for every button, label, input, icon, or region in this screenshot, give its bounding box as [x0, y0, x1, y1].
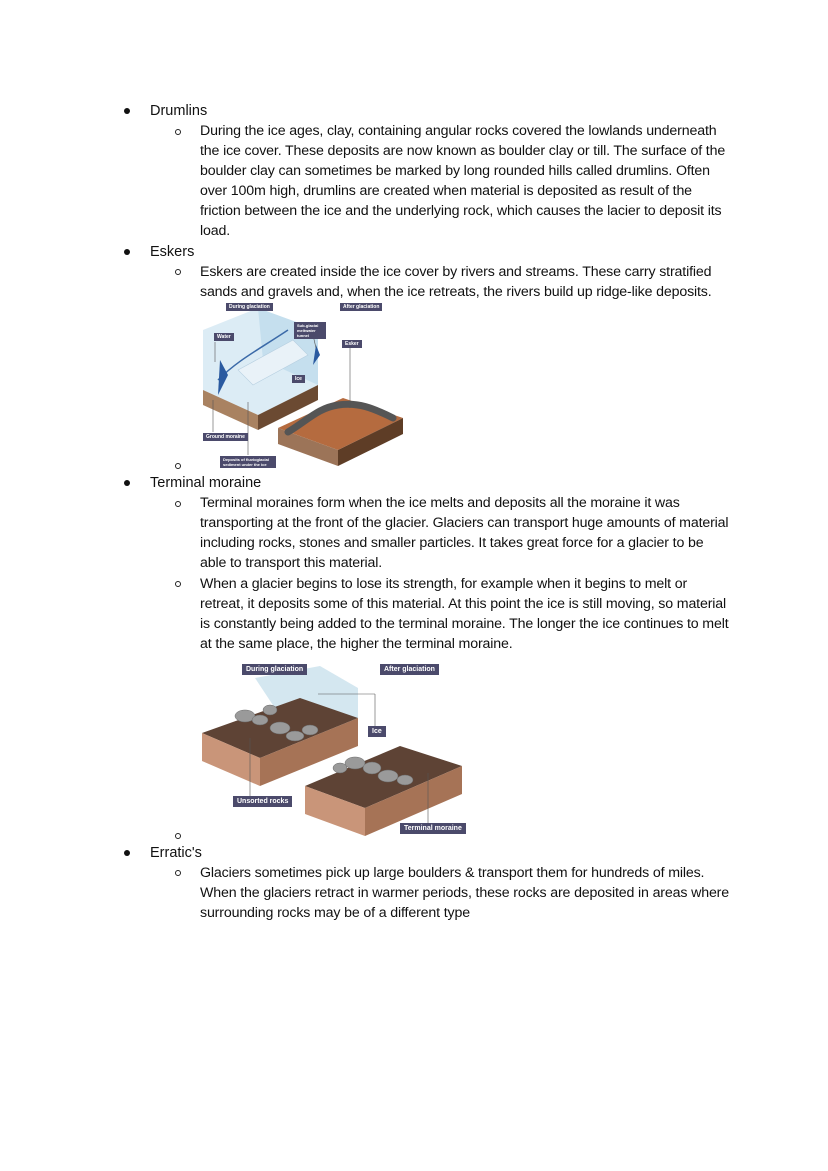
heading-erratics: Erratic's: [150, 845, 202, 861]
terminal-moraine-text-1: Terminal moraines form when the ice melts and deposits all the moraine it was transporting at the front of the glacier. Glaciers can transport huge amounts of material including rocks, stones and smaller particles. It takes great force for a glacier to be able to transport this material.: [200, 495, 729, 572]
sub-bullet: [175, 269, 181, 275]
bullet: [124, 850, 130, 856]
erratics-text: Glaciers sometimes pick up large boulders & transport them for hundreds of miles. When the glaciers retract in warmer periods, these rocks are deposited in areas where surrounding rocks may be of a different type: [200, 865, 729, 922]
sub-bullet-empty: [175, 833, 181, 839]
label-ground-moraine: Ground moraine: [203, 433, 248, 441]
label-terminal-moraine: Terminal moraine: [400, 823, 466, 834]
bullet: [124, 108, 130, 114]
terminal-moraine-diagram: [200, 658, 465, 836]
label-meltwater-tunnel: Sub-glacial meltwater tunnel: [294, 322, 326, 339]
heading-eskers: Eskers: [150, 244, 195, 260]
heading-terminal-moraine: Terminal moraine: [150, 475, 262, 491]
label-esker: Esker: [342, 340, 362, 348]
heading-drumlins: Drumlins: [150, 103, 208, 119]
terminal-moraine-text-2: When a glacier begins to lose its strength, for example when it begins to melt or retreat, it deposits some of this material. At this point the ice is still moving, so material is constantly being added to the terminal moraine. The longer the ice continues to melt at the same place, the higher the terminal moraine.: [200, 576, 729, 653]
label-during-glaciation: During glaciation: [242, 664, 307, 675]
sub-bullet-empty: [175, 463, 181, 469]
eskers-text: Eskers are created inside the ice cover by rivers and streams. These carry stratified sands and gravels and, when the ice retreats, the rivers build up ridge-like deposits.: [200, 264, 712, 301]
sub-bullet: [175, 501, 181, 507]
label-after-glaciation: After glaciation: [340, 303, 382, 311]
label-water: Water: [214, 333, 234, 341]
terminal-moraine-illustration: [200, 658, 465, 836]
sub-bullet: [175, 581, 181, 587]
label-ice: Ice: [368, 726, 386, 737]
label-fluvioglacial-deposits: Deposits of fluvioglacial sediment under the ice: [220, 456, 276, 468]
drumlins-text: During the ice ages, clay, containing angular rocks covered the lowlands underneath the ice cover. These deposits are now known as boulder clay or till. The surface of the boulder clay can sometimes be marked by long rounded hills called drumlins. Often over 100m high, drumlins are created when material is deposited as result of the friction between the ice and the underlying rock, which causes the lacier to deposit its load.: [200, 123, 726, 240]
esker-diagram: [198, 300, 408, 472]
sub-bullet: [175, 129, 181, 135]
label-after-glaciation: After glaciation: [380, 664, 439, 675]
label-during-glaciation: During glaciation: [226, 303, 273, 311]
label-ice: Ice: [292, 375, 305, 383]
sub-bullet: [175, 870, 181, 876]
bullet: [124, 249, 130, 255]
label-unsorted-rocks: Unsorted rocks: [233, 796, 292, 807]
bullet: [124, 480, 130, 486]
